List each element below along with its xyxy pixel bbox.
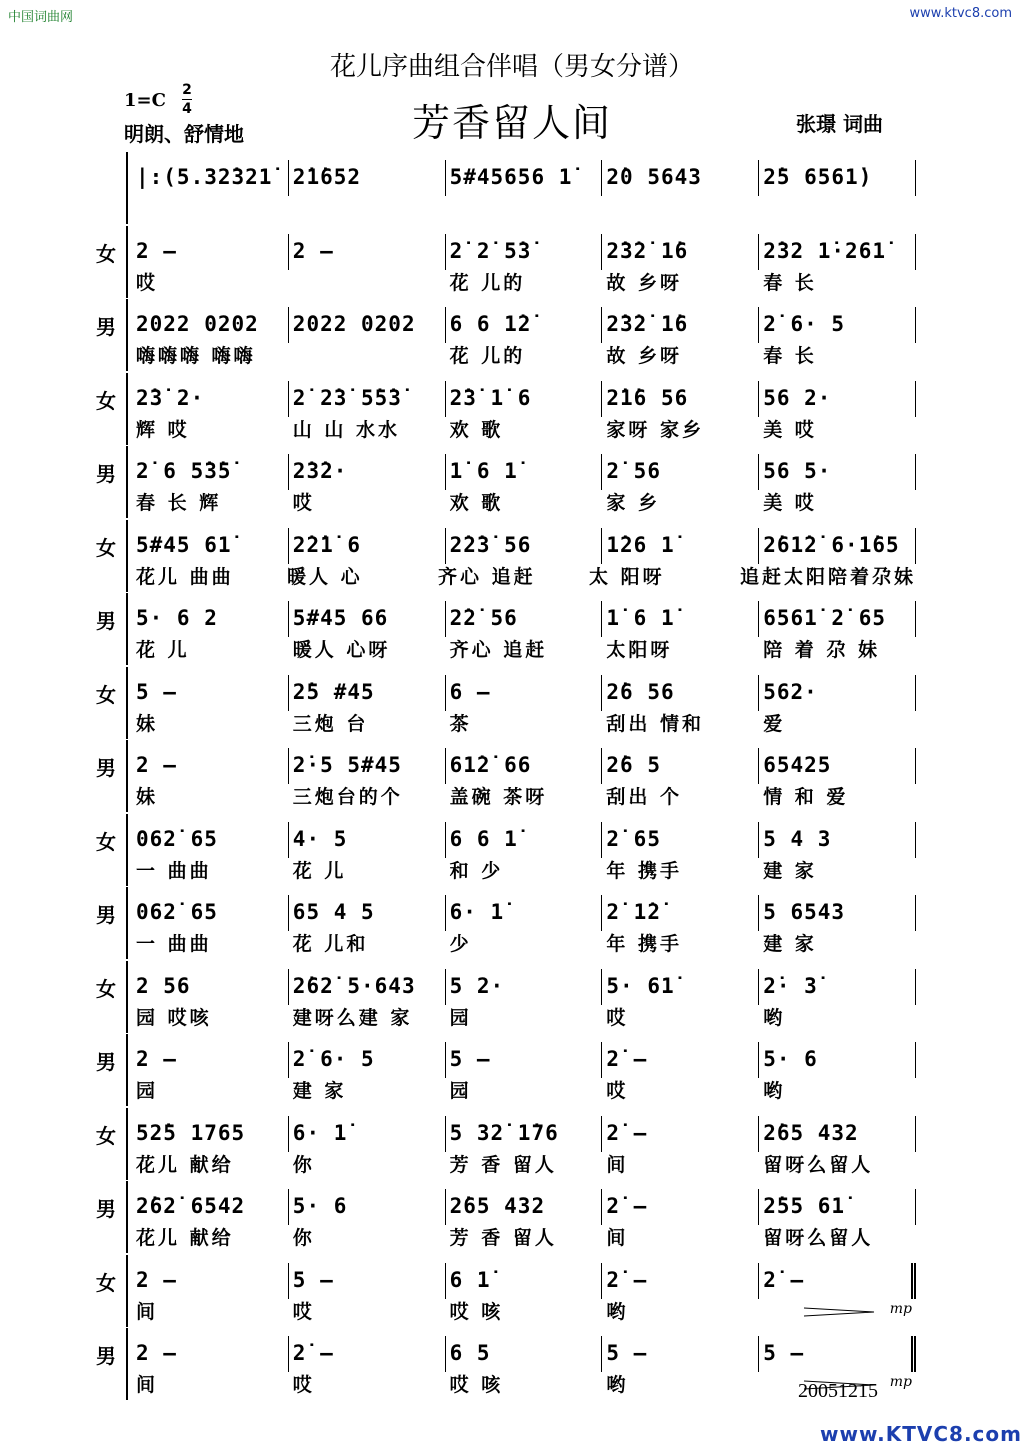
measure-group: [132, 969, 916, 1005]
lyric: 太 阳呀: [588, 565, 665, 588]
lyric: 故 乡呀: [606, 345, 683, 367]
measure: 6 6 1̇2̇: [446, 307, 603, 343]
measure: 2̇ 2̇3̇ 5̇5̇3̇: [289, 381, 446, 417]
lyric: 辉 哎: [136, 418, 190, 441]
lyric: 嗨嗨嗨 嗨嗨: [136, 345, 256, 367]
lyric-line: [132, 488, 916, 516]
measure: 6 1̇: [446, 1263, 603, 1299]
time-line: [182, 99, 192, 100]
lyric-line: [132, 635, 916, 663]
system-barline: [126, 226, 128, 298]
voice-label: 女: [96, 535, 116, 560]
score-subtitle: 花儿序曲组合伴唱（男女分谱）: [329, 52, 694, 82]
measure: 2̇5 6561̇): [759, 160, 916, 196]
measure-group: [132, 381, 916, 417]
author-credit: 张璟 词曲: [796, 112, 883, 136]
measure: 062̇ 65: [132, 822, 289, 858]
lyric: 哎: [292, 1300, 315, 1323]
measure: 5 –: [446, 1042, 603, 1078]
measure: 2̇32 1̇·261̇: [759, 234, 916, 270]
lyric: 茶: [449, 712, 472, 735]
lyric: 哎: [136, 271, 159, 294]
lyric: 春 长: [763, 345, 817, 367]
measure: 2̇3̇2·: [289, 454, 446, 490]
measure: 2̇ 56: [602, 454, 759, 490]
lyric: 园: [136, 1080, 159, 1102]
system-barline: [126, 446, 128, 518]
system-barline: [126, 1328, 128, 1400]
measure: 2̇3̇2̇ 1̇6: [602, 307, 759, 343]
system-barline: [126, 1108, 128, 1180]
lyric: 三炮台的个: [292, 786, 403, 808]
system-barline: [126, 667, 128, 739]
measure: 2̇5 #45: [289, 675, 446, 711]
lyric-line: [132, 1150, 916, 1178]
measure: 5#45 61̇: [132, 528, 289, 564]
score-row: [96, 297, 916, 371]
measure: 2̇65 432: [759, 1116, 916, 1152]
voice-label: 男: [96, 1197, 116, 1221]
measure: 2̇ –: [602, 1263, 759, 1299]
lyric-line: [132, 194, 916, 222]
score-row: [96, 1179, 916, 1253]
lyric: 暖人 心呀: [292, 639, 391, 661]
lyric: 芳 香 留人: [449, 1227, 557, 1249]
measure: 2̇ 1̇2̇: [602, 895, 759, 931]
lyric-line: [132, 341, 916, 369]
system-barline: [126, 520, 128, 592]
measure: 5 –: [132, 675, 289, 711]
measure: 61̇2̇ 66: [446, 748, 603, 784]
lyric: 间: [606, 1153, 629, 1176]
measure: 2̇65 432: [446, 1189, 603, 1225]
measure: 2 –: [132, 748, 289, 784]
measure-group: [132, 601, 916, 637]
system-barline: [126, 1255, 128, 1327]
dynamic-marking: mp: [889, 1300, 912, 1317]
measure: 2̇2̇1̇ 6: [289, 528, 446, 564]
lyric: 爱: [763, 712, 786, 735]
lyric: 三炮 台: [292, 712, 369, 735]
lyric: 留呀么留人: [763, 1227, 874, 1249]
system-barline: [126, 1181, 128, 1253]
measure: 2̇2̇3̇ 56: [446, 528, 603, 564]
decrescendo-hairpin: [804, 1307, 874, 1317]
lyric: 花 儿: [292, 859, 347, 882]
lyric: 哎: [606, 1080, 629, 1102]
key-signature: 1=C: [124, 90, 166, 111]
voice-label: 女: [96, 829, 116, 854]
measure: 5 6543: [759, 895, 916, 931]
lyric: 年 携手: [606, 933, 683, 955]
lyric: 美 哎: [763, 492, 817, 514]
score-row: [96, 518, 916, 592]
measure: 2 –: [132, 1263, 289, 1299]
lyric: 年 携手: [606, 859, 683, 882]
score-row: [96, 371, 916, 445]
lyric: 刮出 个: [606, 786, 683, 808]
measure: 1̇ 6 1̇: [446, 454, 603, 490]
lyric: 花 儿的: [449, 345, 526, 367]
voice-label: 男: [96, 609, 116, 633]
time-bottom: 4: [182, 101, 192, 117]
measure: 2̇ –: [602, 1042, 759, 1078]
measure: 2̇1̇6 56: [602, 381, 759, 417]
lyric: 园: [449, 1006, 472, 1029]
lyric: 建 家: [763, 859, 817, 882]
measure-group: [132, 822, 916, 858]
measure: 2̇6 56: [602, 675, 759, 711]
voice-label: 女: [96, 976, 116, 1001]
tempo-marking: 明朗、舒情地: [124, 122, 244, 146]
measure: 2̇0 5643: [602, 160, 759, 196]
voice-label: 女: [96, 1123, 116, 1148]
lyric: 暖人 心: [286, 565, 363, 588]
lyric: [289, 194, 446, 222]
measure: 65425: [759, 748, 916, 784]
lyric: 留呀么留人: [763, 1153, 874, 1176]
lyric: 太阳呀: [606, 639, 673, 661]
measure: 2̇ –: [602, 1116, 759, 1152]
lyric: 欢 歌: [449, 492, 504, 514]
voice-label: 女: [96, 1270, 116, 1295]
lyric: 刮出 情和: [606, 712, 705, 735]
measure: 65 4 5: [289, 895, 446, 931]
measure: 2̇1̇652: [289, 160, 446, 196]
lyric: 哎: [606, 1006, 629, 1029]
lyric: [289, 268, 446, 296]
lyric-line: [132, 856, 916, 884]
score-row: [96, 150, 916, 224]
measure: 5· 6: [289, 1189, 446, 1225]
system-barline: [126, 887, 128, 959]
measure: 5 32̇ 1̇76: [446, 1116, 603, 1152]
lyric: 少: [449, 933, 472, 955]
system-barline: [126, 299, 128, 371]
measure: 2̇3̇ 2·: [132, 381, 289, 417]
lyric: 花 儿的: [449, 271, 526, 294]
voice-label: 男: [96, 756, 116, 780]
voice-label: 女: [96, 241, 116, 266]
measure-group: [132, 748, 916, 784]
system-barline: [126, 152, 128, 224]
lyric: 美 哎: [763, 418, 817, 441]
score-row: [96, 1253, 916, 1327]
measure: 2̇ 6· 5: [289, 1042, 446, 1078]
lyric: 建 家: [292, 1080, 347, 1102]
measure: 5 –: [759, 1336, 916, 1372]
time-top: 2: [182, 82, 192, 98]
measure: 6 5: [446, 1336, 603, 1372]
measure: 2̇ 65: [602, 822, 759, 858]
lyric: 哟: [763, 1080, 786, 1102]
voice-label: 男: [96, 1050, 116, 1074]
lyric: 追赶太阳陪着尕妹: [739, 565, 916, 588]
measure: 2̇· 3̇: [759, 969, 916, 1005]
lyric: 花儿 献给: [136, 1153, 234, 1176]
measure: 062̇ 65: [132, 895, 289, 931]
score-date: 20051215: [798, 1380, 878, 1402]
lyric: [446, 194, 603, 222]
measure: 2̇·5 5#45: [289, 748, 446, 784]
measure-group: [132, 1042, 916, 1078]
lyric: [602, 194, 759, 222]
measure: 2 –: [132, 1336, 289, 1372]
voice-label: 女: [96, 682, 116, 707]
lyric: 园 哎咳: [136, 1006, 212, 1029]
lyric: 故 乡呀: [606, 271, 683, 294]
measure: 2̇ 6 5̇3̇5̇: [132, 454, 289, 490]
measure: 2̇ –: [759, 1263, 916, 1299]
measure: 5#45 66: [289, 601, 446, 637]
score-row: [96, 224, 916, 298]
measure: 2 56: [132, 969, 289, 1005]
score-row: [96, 738, 916, 812]
lyric: 山 山 水水: [292, 418, 401, 441]
measure: 2022 0202: [289, 307, 446, 343]
score-header: [0, 0, 1024, 150]
score-row: [96, 1106, 916, 1180]
lyric: 春 长 辉: [136, 492, 222, 514]
measure: 6· 1̇: [446, 895, 603, 931]
lyric: 芳 香 留人: [449, 1153, 557, 1176]
lyric: 齐心 追赶: [449, 639, 548, 661]
lyric: 哟: [606, 1300, 629, 1323]
measure: 1̇ 6 1̇: [602, 601, 759, 637]
measure: 2 –: [289, 234, 446, 270]
lyric: 间: [606, 1227, 629, 1249]
score-row: [96, 1032, 916, 1106]
lyric: [289, 341, 446, 369]
voice-label: 男: [96, 903, 116, 927]
system-barline: [126, 961, 128, 1033]
lyric: 妹: [136, 712, 159, 735]
score-row: [96, 444, 916, 518]
lyric: [132, 194, 289, 222]
measure: 2 –: [132, 234, 289, 270]
measure: 2̇3̇2̇ 1̇6: [602, 234, 759, 270]
measure: 2̇62̇ 5·643: [289, 969, 446, 1005]
measure: 5 –: [289, 1263, 446, 1299]
voice-label: 男: [96, 1344, 116, 1368]
lyric: 家呀 家乡: [606, 418, 705, 441]
measure: 2̇ –: [289, 1336, 446, 1372]
measure: 6 –: [446, 675, 603, 711]
measure: 5· 61̇: [602, 969, 759, 1005]
lyric: 盖碗 茶呀: [449, 786, 548, 808]
lyric: 齐心 追赶: [437, 565, 536, 588]
measure: 2̇6 5: [602, 748, 759, 784]
measure: 2̇55 61̇: [759, 1189, 916, 1225]
lyric: 哟: [606, 1374, 629, 1396]
measure: 2 –: [132, 1042, 289, 1078]
measure: 2022 0202: [132, 307, 289, 343]
measure: 5 –: [602, 1336, 759, 1372]
measure: 6561̇ 2̇ 65: [759, 601, 916, 637]
lyric: 间: [136, 1374, 159, 1396]
measure: 52̇5 1765: [132, 1116, 289, 1152]
measure: 5#45656 1̇: [446, 160, 603, 196]
measure-group: [132, 454, 916, 490]
lyric: 花 儿和: [292, 933, 369, 955]
score-body: [96, 150, 916, 1400]
measure: 56 5·: [759, 454, 916, 490]
measure-group: [132, 1116, 916, 1152]
measure-group: [132, 307, 916, 343]
lyric: 建呀么建 家: [292, 1006, 413, 1029]
score-title: 芳香留人间: [411, 101, 612, 145]
score-row: [96, 812, 916, 886]
score-row: [96, 665, 916, 739]
lyric: 一 曲曲: [136, 859, 212, 882]
score-row: [96, 591, 916, 665]
measure-group: [132, 1336, 916, 1372]
lyric-line: [132, 709, 916, 737]
lyric-line: [132, 268, 916, 296]
lyric: 你: [292, 1227, 315, 1249]
lyric: 哎 咳: [449, 1374, 504, 1396]
lyric-line: [132, 1223, 916, 1251]
voice-label: 男: [96, 462, 116, 486]
lyric-line: [132, 562, 916, 590]
lyric-line: [132, 929, 916, 957]
lyric: 妹: [136, 786, 159, 808]
voice-label: 男: [96, 315, 116, 339]
measure: 2̇62̇ 6542: [132, 1189, 289, 1225]
measure: 562·: [759, 675, 916, 711]
measure-group: [132, 1189, 916, 1225]
watermark-left: 中国词曲网: [8, 10, 74, 25]
lyric: 春 长: [763, 271, 817, 294]
lyric: [759, 194, 916, 222]
measure: 5 4 3: [759, 822, 916, 858]
measure: 56 2·: [759, 381, 916, 417]
watermark-footer[interactable]: www.KTVC8.com: [820, 1422, 1022, 1446]
lyric-line: [132, 1297, 916, 1325]
measure: 5· 6: [759, 1042, 916, 1078]
system-barline: [126, 1034, 128, 1106]
lyric: 花儿 曲曲: [136, 565, 234, 588]
lyric: 一 曲曲: [136, 933, 212, 955]
lyric: 哎: [292, 1374, 315, 1396]
measure: 4· 5: [289, 822, 446, 858]
lyric: 你: [292, 1153, 315, 1176]
measure: 2̇ 2̇ 5̇3̇: [446, 234, 603, 270]
lyric-line: [132, 415, 916, 443]
system-barline: [126, 814, 128, 886]
measure: 5 2·: [446, 969, 603, 1005]
measure: 5· 6 2: [132, 601, 289, 637]
measure: 6 6 1̇: [446, 822, 603, 858]
lyric-line: [132, 1003, 916, 1031]
measure: 2̇3̇ 1̇ 6: [446, 381, 603, 417]
measure-group: [132, 675, 916, 711]
system-barline: [126, 593, 128, 665]
measure-group: [132, 528, 916, 564]
voice-label: 女: [96, 388, 116, 413]
lyric: 家 乡: [606, 492, 661, 514]
measure-group: [132, 1263, 916, 1299]
system-barline: [126, 373, 128, 445]
measure-group: [132, 160, 916, 196]
lyric: 哟: [763, 1006, 786, 1029]
lyric: 陪 着 尕 妹: [763, 639, 881, 661]
measure: 6· 1̇: [289, 1116, 446, 1152]
lyric: 情 和 爱: [763, 786, 849, 808]
score-row: [96, 885, 916, 959]
score-row: [96, 959, 916, 1033]
lyric: 哎 咳: [449, 1300, 504, 1323]
lyric: 间: [136, 1300, 159, 1323]
time-signature: [182, 82, 192, 117]
measure-group: [132, 234, 916, 270]
lyric: 欢 歌: [449, 418, 504, 441]
lyric: 花 儿: [136, 639, 190, 661]
measure-group: [132, 895, 916, 931]
measure: 2̇2̇ 56: [446, 601, 603, 637]
lyric-line: [132, 1076, 916, 1104]
measure: 2̇ –: [602, 1189, 759, 1225]
lyric: 园: [449, 1080, 472, 1102]
score-row: [96, 1326, 916, 1400]
measure: 2̇61̇2̇ 6·1̇65: [759, 528, 916, 564]
measure: |:(5.32̇321̇: [132, 160, 289, 196]
lyric: 花儿 献给: [136, 1227, 234, 1249]
measure: 2̇ 6· 5: [759, 307, 916, 343]
dynamic-marking: mp: [889, 1374, 912, 1390]
lyric: 和 少: [449, 859, 504, 882]
lyric: 哎: [292, 492, 315, 514]
watermark-right[interactable]: www.ktvc8.com: [909, 6, 1012, 21]
lyric: 建 家: [763, 933, 817, 955]
lyric-line: [132, 782, 916, 810]
system-barline: [126, 740, 128, 812]
measure: 1̇26 1̇: [602, 528, 759, 564]
